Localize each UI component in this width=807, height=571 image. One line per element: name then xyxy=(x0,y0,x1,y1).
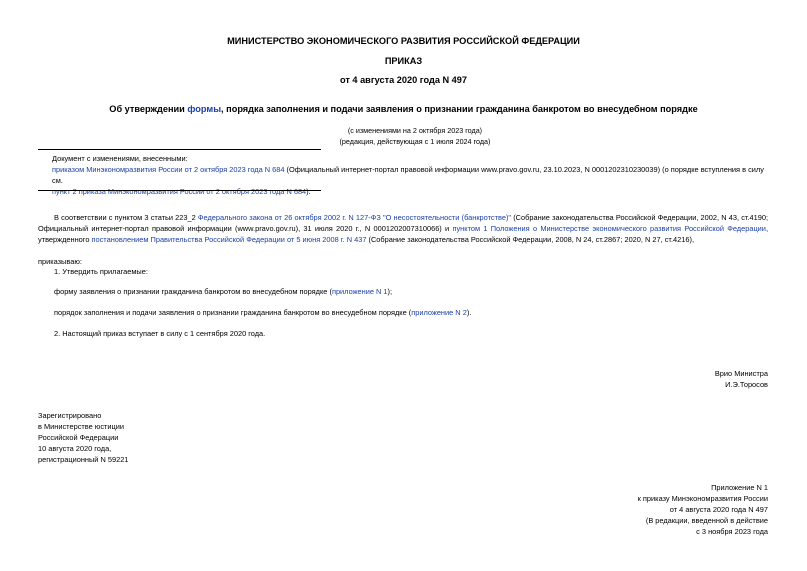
form-item-end: ); xyxy=(387,287,393,296)
preamble-text-2: (Собрание законодательства Российской Федерации, 2002, N 43, ст.4190; Официальный интернет-портал правовой информации (www.pravo.gov.ru), 31 июля 2020 г., N 0001202007310066) и xyxy=(38,213,768,233)
signature-block xyxy=(568,368,768,390)
order-item-form xyxy=(54,286,392,297)
appendix-line-2: к приказу Минэкономразвития России xyxy=(637,494,768,503)
appendix-1-link[interactable]: приложение N 1 xyxy=(331,287,388,296)
registration-line-3: Российской Федерации xyxy=(38,433,119,442)
amending-order-clause-link[interactable]: пункт 2 приказа Минэкономразвития России от 2 октября 2023 года N 684 xyxy=(52,187,307,196)
registration-line-5: регистрационный N 59221 xyxy=(38,455,129,464)
changes-top-divider xyxy=(38,149,321,150)
changes-text-2: ). xyxy=(306,187,311,196)
revision-changes: (с изменениями на 2 октября 2023 года) xyxy=(347,126,483,135)
revision-info xyxy=(325,125,505,147)
procedure-item-text: порядок заполнения и подачи заявления о признании гражданина банкротом во внесудебном порядке ( xyxy=(54,308,412,317)
amending-order-link[interactable]: приказом Минэкономразвития России от 2 октября 2023 года N 684 xyxy=(52,165,285,174)
preamble-text-4: (Собрание законодательства Российской Федерации, 2008, N 24, ст.2867; 2020, N 27, ст.4216), xyxy=(366,235,694,244)
registration-line-2: в Министерстве юстиции xyxy=(38,422,125,431)
ministry-title: МИНИСТЕРСТВО ЭКОНОМИЧЕСКОГО РАЗВИТИЯ РОССИЙСКОЙ ФЕДЕРАЦИИ xyxy=(227,36,580,46)
changes-text-1: (Официальный интернет-портал правовой информации www.pravo.gov.ru, 23.10.2023, N 0001202310230039) (о порядке вступления в силу см. xyxy=(52,165,764,185)
order-item-procedure xyxy=(54,307,471,318)
document-title xyxy=(0,104,807,115)
preamble-text-1: В соответствии с пунктом 3 статьи 223_2 xyxy=(54,213,198,222)
federal-law-link[interactable]: Федерального закона от 26 октября 2002 г. N 127-ФЗ "О несостоятельности (банкротстве)" xyxy=(197,213,512,222)
registration-block xyxy=(38,410,258,465)
document-type: ПРИКАЗ xyxy=(384,56,423,66)
signatory-position: Врио Министра xyxy=(714,369,768,378)
signatory-name: И.Э.Торосов xyxy=(725,380,768,389)
appendix-line-1: Приложение N 1 xyxy=(711,483,768,492)
procedure-item-end: ). xyxy=(466,308,472,317)
changes-bottom-divider xyxy=(38,190,321,191)
order-word: приказываю: xyxy=(38,257,82,266)
title-suffix: , порядка заполнения и подачи заявления о признании гражданина банкротом во внесудебном порядке xyxy=(221,104,698,114)
appendix-2-link[interactable]: приложение N 2 xyxy=(411,308,467,317)
registration-line-1: Зарегистрировано xyxy=(38,411,102,420)
appendix-line-5: с 3 ноября 2023 года xyxy=(696,527,768,536)
preamble-text-3: , утвержденного xyxy=(38,224,768,244)
government-decree-link[interactable]: постановлением Правительства Российской Федерации от 5 июня 2008 г. N 437 xyxy=(91,235,367,244)
document-date-number: от 4 августа 2020 года N 497 xyxy=(339,75,468,85)
appendix-line-4: (В редакции, введенной в действие xyxy=(645,516,768,525)
title-form-link[interactable]: формы xyxy=(187,104,222,114)
changes-body xyxy=(52,164,770,197)
registration-line-4: 10 августа 2020 года, xyxy=(38,444,112,453)
changes-heading: Документ с изменениями, внесенными: xyxy=(52,154,188,163)
preamble-paragraph xyxy=(38,212,768,245)
form-item-text: форму заявления о признании гражданина банкротом во внесудебном порядке ( xyxy=(54,287,332,296)
appendix-header xyxy=(568,482,768,537)
title-prefix: Об утверждении xyxy=(109,104,188,114)
revision-effective: (редакция, действующая с 1 июля 2024 года) xyxy=(339,137,491,146)
appendix-line-3: от 4 августа 2020 года N 497 xyxy=(669,505,768,514)
order-item-1: 1. Утвердить прилагаемые: xyxy=(54,267,148,276)
order-item-2: 2. Настоящий приказ вступает в силу с 1 сентября 2020 года. xyxy=(54,329,266,338)
ministry-regulation-link[interactable]: пунктом 1 Положения о Министерстве экономического развития Российской Федерации xyxy=(452,224,766,233)
